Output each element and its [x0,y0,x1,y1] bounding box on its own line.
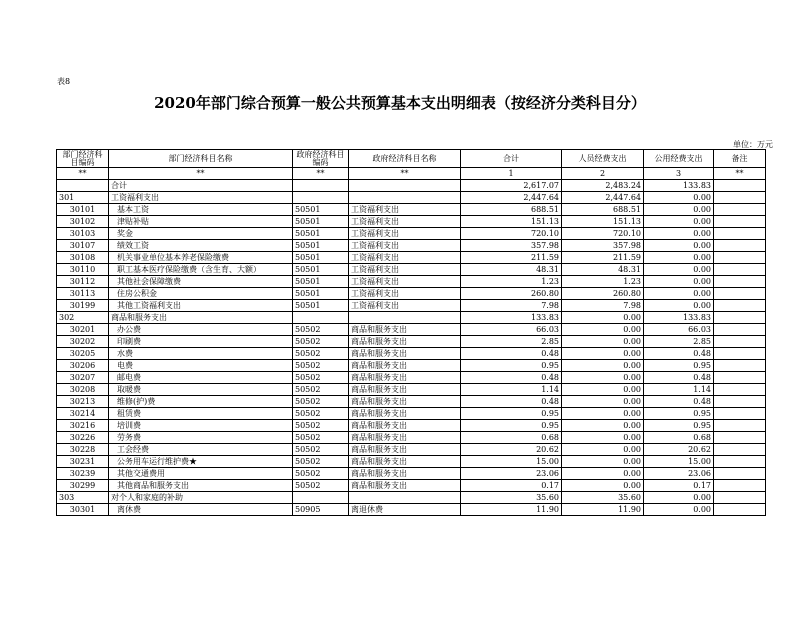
cell-gov-code: 50501 [293,240,349,252]
cell-note [714,324,766,336]
cell-dept-name: 水费 [109,348,293,360]
cell-public: 0.00 [644,240,714,252]
cell-total: 0.95 [461,420,562,432]
col-header-dept-code: 部门经济科目编码 [57,150,109,168]
cell-gov-code: 50501 [293,228,349,240]
table-row [57,396,766,408]
cell-personnel: 0.00 [562,420,644,432]
cell-public: 0.95 [644,408,714,420]
cell-dept-name: 邮电费 [109,372,293,384]
cell-gov-name [349,492,461,504]
table-row [57,348,766,360]
table-row [57,384,766,396]
table-row [57,504,766,516]
cell-gov-name: 商品和服务支出 [349,456,461,468]
table-row [57,192,766,204]
header-row [57,150,766,168]
cell-note [714,468,766,480]
cell-dept-code: 30103 [57,228,109,240]
cell-dept-code: 30101 [57,204,109,216]
cell-personnel: 0.00 [562,396,644,408]
cell-note [714,384,766,396]
col-header-total: 合计 [461,150,562,168]
cell-note [714,408,766,420]
cell-note [714,336,766,348]
cell-gov-code [293,312,349,324]
cell-gov-code: 50501 [293,276,349,288]
cell-gov-name: 商品和服务支出 [349,348,461,360]
cell-personnel: 0.00 [562,348,644,360]
cell-dept-name: 绩效工资 [109,240,293,252]
col-header-gov-code: 政府经济科目编码 [293,150,349,168]
cell-note [714,480,766,492]
cell-dept-code: 301 [57,192,109,204]
cell-total: 2,617.07 [461,180,562,192]
cell-total: 35.60 [461,492,562,504]
cell-personnel: 11.90 [562,504,644,516]
cell-dept-code: 30216 [57,420,109,432]
cell-gov-code: 50502 [293,348,349,360]
cell-total: 66.03 [461,324,562,336]
cell-gov-name: 商品和服务支出 [349,468,461,480]
cell-note [714,396,766,408]
cell-dept-name: 租赁费 [109,408,293,420]
cell-dept-name: 维修(护)费 [109,396,293,408]
cell-dept-code: 30206 [57,360,109,372]
table-row [57,180,766,192]
cell-dept-code: 30108 [57,252,109,264]
cell-gov-name: 商品和服务支出 [349,432,461,444]
table-number-tag: 表8 [57,77,71,86]
cell-dept-code: 30102 [57,216,109,228]
cell-dept-name: 职工基本医疗保险缴费（含生育、大额） [109,264,293,276]
cell-total: 0.48 [461,372,562,384]
table-body [57,180,766,516]
cell-note [714,276,766,288]
cell-dept-name: 基本工资 [109,204,293,216]
cell-public: 0.00 [644,228,714,240]
cell-dept-code: 30205 [57,348,109,360]
cell-dept-code: 30228 [57,444,109,456]
cell-dept-code: 30107 [57,240,109,252]
cell-total: 1.23 [461,276,562,288]
cell-total: 48.31 [461,264,562,276]
table-row [57,336,766,348]
table-row [57,444,766,456]
cell-gov-name: 商品和服务支出 [349,420,461,432]
cell-gov-name: 工资福利支出 [349,252,461,264]
cell-total: 2,447.64 [461,192,562,204]
cell-gov-name: 工资福利支出 [349,240,461,252]
cell-dept-name: 其他商品和服务支出 [109,480,293,492]
table-row [57,240,766,252]
cell-total: 0.95 [461,360,562,372]
cell-gov-name: 离退休费 [349,504,461,516]
cell-public: 15.00 [644,456,714,468]
cell-gov-code: 50502 [293,420,349,432]
cell-public: 0.00 [644,264,714,276]
cell-gov-name: 工资福利支出 [349,264,461,276]
cell-note [714,432,766,444]
cell-gov-name: 工资福利支出 [349,216,461,228]
cell-note [714,300,766,312]
cell-gov-name: 商品和服务支出 [349,336,461,348]
cell-public: 0.48 [644,396,714,408]
cell-dept-code: 30231 [57,456,109,468]
cell-gov-name [349,312,461,324]
cell-note [714,492,766,504]
cell-public: 0.00 [644,288,714,300]
cell-total: 0.48 [461,396,562,408]
cell-dept-code: 30214 [57,408,109,420]
cell-personnel: 0.00 [562,360,644,372]
cell-dept-code: 30207 [57,372,109,384]
cell-gov-name: 工资福利支出 [349,228,461,240]
cell-personnel: 0.00 [562,312,644,324]
table-row [57,360,766,372]
cell-note [714,204,766,216]
header-mark: ** [109,168,293,180]
table-row [57,264,766,276]
cell-note [714,180,766,192]
cell-public: 0.17 [644,480,714,492]
cell-total: 0.68 [461,432,562,444]
cell-personnel: 357.98 [562,240,644,252]
cell-gov-name: 工资福利支出 [349,300,461,312]
cell-note [714,264,766,276]
table-row [57,252,766,264]
cell-gov-name [349,180,461,192]
cell-total: 11.90 [461,504,562,516]
table-row [57,216,766,228]
cell-public: 0.00 [644,504,714,516]
table-row [57,408,766,420]
cell-dept-code: 30299 [57,480,109,492]
cell-dept-code: 30112 [57,276,109,288]
cell-gov-name: 工资福利支出 [349,276,461,288]
cell-personnel: 7.98 [562,300,644,312]
budget-table [56,149,766,516]
cell-gov-code: 50502 [293,360,349,372]
unit-label: 单位：万元 [733,140,773,149]
cell-dept-name: 其他工资福利支出 [109,300,293,312]
cell-dept-name: 机关事业单位基本养老保险缴费 [109,252,293,264]
cell-total: 0.95 [461,408,562,420]
cell-dept-code: 30199 [57,300,109,312]
cell-personnel: 0.00 [562,480,644,492]
cell-personnel: 0.00 [562,372,644,384]
cell-personnel: 0.00 [562,324,644,336]
cell-total: 7.98 [461,300,562,312]
cell-dept-name: 奖金 [109,228,293,240]
cell-dept-code: 30239 [57,468,109,480]
cell-total: 20.62 [461,444,562,456]
cell-total: 0.17 [461,480,562,492]
cell-gov-code: 50501 [293,204,349,216]
cell-personnel: 1.23 [562,276,644,288]
cell-gov-code: 50502 [293,336,349,348]
table-row [57,492,766,504]
cell-personnel: 0.00 [562,468,644,480]
header-mark: 1 [461,168,562,180]
cell-personnel: 0.00 [562,384,644,396]
table-row [57,204,766,216]
cell-gov-name: 工资福利支出 [349,288,461,300]
cell-gov-name: 商品和服务支出 [349,360,461,372]
cell-note [714,348,766,360]
cell-total: 211.59 [461,252,562,264]
cell-dept-name: 对个人和家庭的补助 [109,492,293,504]
cell-dept-code: 30110 [57,264,109,276]
cell-public: 2.85 [644,336,714,348]
cell-note [714,444,766,456]
cell-note [714,192,766,204]
cell-gov-code: 50502 [293,480,349,492]
cell-gov-name: 商品和服务支出 [349,444,461,456]
cell-personnel: 0.00 [562,408,644,420]
header-mark: ** [349,168,461,180]
cell-dept-name: 劳务费 [109,432,293,444]
cell-personnel: 688.51 [562,204,644,216]
table-row [57,420,766,432]
table-row [57,468,766,480]
cell-public: 133.83 [644,180,714,192]
cell-public: 0.48 [644,348,714,360]
cell-total: 133.83 [461,312,562,324]
cell-gov-code: 50502 [293,396,349,408]
table-row [57,480,766,492]
cell-public: 1.14 [644,384,714,396]
cell-dept-name: 合计 [109,180,293,192]
cell-gov-code: 50502 [293,468,349,480]
cell-personnel: 0.00 [562,432,644,444]
cell-note [714,504,766,516]
cell-personnel: 0.00 [562,456,644,468]
cell-dept-code: 30202 [57,336,109,348]
cell-total: 720.10 [461,228,562,240]
cell-dept-name: 商品和服务支出 [109,312,293,324]
cell-note [714,312,766,324]
cell-personnel: 0.00 [562,336,644,348]
cell-public: 0.00 [644,192,714,204]
cell-gov-code: 50501 [293,300,349,312]
cell-gov-name: 商品和服务支出 [349,372,461,384]
cell-dept-name: 离休费 [109,504,293,516]
cell-personnel: 2,447.64 [562,192,644,204]
cell-public: 0.48 [644,372,714,384]
cell-public: 0.00 [644,492,714,504]
table-row [57,276,766,288]
cell-public: 0.00 [644,300,714,312]
cell-public: 20.62 [644,444,714,456]
cell-public: 0.00 [644,252,714,264]
cell-gov-code [293,492,349,504]
cell-dept-name: 电费 [109,360,293,372]
cell-personnel: 260.80 [562,288,644,300]
col-header-public: 公用经费支出 [644,150,714,168]
cell-gov-code: 50905 [293,504,349,516]
cell-gov-code: 50501 [293,252,349,264]
cell-gov-code: 50501 [293,288,349,300]
cell-gov-code [293,180,349,192]
header-marks-row [57,168,766,180]
cell-gov-code: 50502 [293,372,349,384]
cell-public: 23.06 [644,468,714,480]
cell-public: 0.95 [644,360,714,372]
cell-gov-name: 工资福利支出 [349,204,461,216]
cell-dept-name: 津贴补贴 [109,216,293,228]
cell-gov-name: 商品和服务支出 [349,480,461,492]
table-row [57,300,766,312]
cell-note [714,216,766,228]
cell-dept-code: 302 [57,312,109,324]
table-row [57,312,766,324]
cell-personnel: 35.60 [562,492,644,504]
cell-total: 0.48 [461,348,562,360]
cell-total: 15.00 [461,456,562,468]
cell-public: 0.68 [644,432,714,444]
cell-note [714,288,766,300]
cell-dept-name: 工资福利支出 [109,192,293,204]
cell-personnel: 0.00 [562,444,644,456]
table-row [57,456,766,468]
cell-gov-name: 商品和服务支出 [349,324,461,336]
cell-personnel: 720.10 [562,228,644,240]
cell-public: 0.00 [644,276,714,288]
cell-total: 1.14 [461,384,562,396]
cell-dept-name: 培训费 [109,420,293,432]
cell-dept-code: 303 [57,492,109,504]
header-mark: ** [293,168,349,180]
cell-gov-code: 50502 [293,408,349,420]
cell-gov-code: 50502 [293,432,349,444]
cell-note [714,228,766,240]
table-row [57,288,766,300]
cell-note [714,360,766,372]
cell-public: 133.83 [644,312,714,324]
cell-public: 0.00 [644,216,714,228]
cell-personnel: 2,483.24 [562,180,644,192]
cell-dept-code: 30226 [57,432,109,444]
cell-dept-name: 公务用车运行维护费★ [109,456,293,468]
cell-dept-code: 30213 [57,396,109,408]
col-header-dept-name: 部门经济科目名称 [109,150,293,168]
cell-note [714,240,766,252]
cell-note [714,372,766,384]
cell-public: 0.95 [644,420,714,432]
cell-gov-name: 商品和服务支出 [349,408,461,420]
cell-gov-code [293,192,349,204]
cell-gov-code: 50502 [293,456,349,468]
cell-note [714,252,766,264]
header-mark: 3 [644,168,714,180]
table-row [57,228,766,240]
cell-note [714,420,766,432]
page-title: 2020年部门综合预算一般公共预算基本支出明细表（按经济分类科目分） [154,94,646,112]
cell-note [714,456,766,468]
cell-personnel: 48.31 [562,264,644,276]
table-row [57,324,766,336]
col-header-personnel: 人员经费支出 [562,150,644,168]
cell-dept-code: 30113 [57,288,109,300]
col-header-note: 备注 [714,150,766,168]
cell-dept-name: 其他社会保障缴费 [109,276,293,288]
cell-dept-code: 30208 [57,384,109,396]
cell-gov-code: 50502 [293,384,349,396]
cell-dept-code: 30201 [57,324,109,336]
cell-total: 2.85 [461,336,562,348]
cell-gov-code: 50502 [293,444,349,456]
cell-personnel: 151.13 [562,216,644,228]
cell-total: 151.13 [461,216,562,228]
cell-gov-code: 50501 [293,216,349,228]
cell-dept-code [57,180,109,192]
cell-dept-name: 住房公积金 [109,288,293,300]
cell-gov-code: 50502 [293,324,349,336]
cell-gov-name: 商品和服务支出 [349,384,461,396]
cell-dept-name: 工会经费 [109,444,293,456]
cell-personnel: 211.59 [562,252,644,264]
header-mark: 2 [562,168,644,180]
cell-gov-name: 商品和服务支出 [349,396,461,408]
header-mark: ** [57,168,109,180]
cell-total: 357.98 [461,240,562,252]
cell-total: 260.80 [461,288,562,300]
cell-public: 66.03 [644,324,714,336]
cell-gov-code: 50501 [293,264,349,276]
cell-dept-name: 取暖费 [109,384,293,396]
header-mark: ** [714,168,766,180]
cell-dept-name: 办公费 [109,324,293,336]
table-row [57,372,766,384]
cell-dept-name: 印刷费 [109,336,293,348]
col-header-gov-name: 政府经济科目名称 [349,150,461,168]
cell-dept-name: 其他交通费用 [109,468,293,480]
cell-gov-name [349,192,461,204]
cell-total: 688.51 [461,204,562,216]
table-row [57,432,766,444]
cell-public: 0.00 [644,204,714,216]
cell-total: 23.06 [461,468,562,480]
cell-dept-code: 30301 [57,504,109,516]
